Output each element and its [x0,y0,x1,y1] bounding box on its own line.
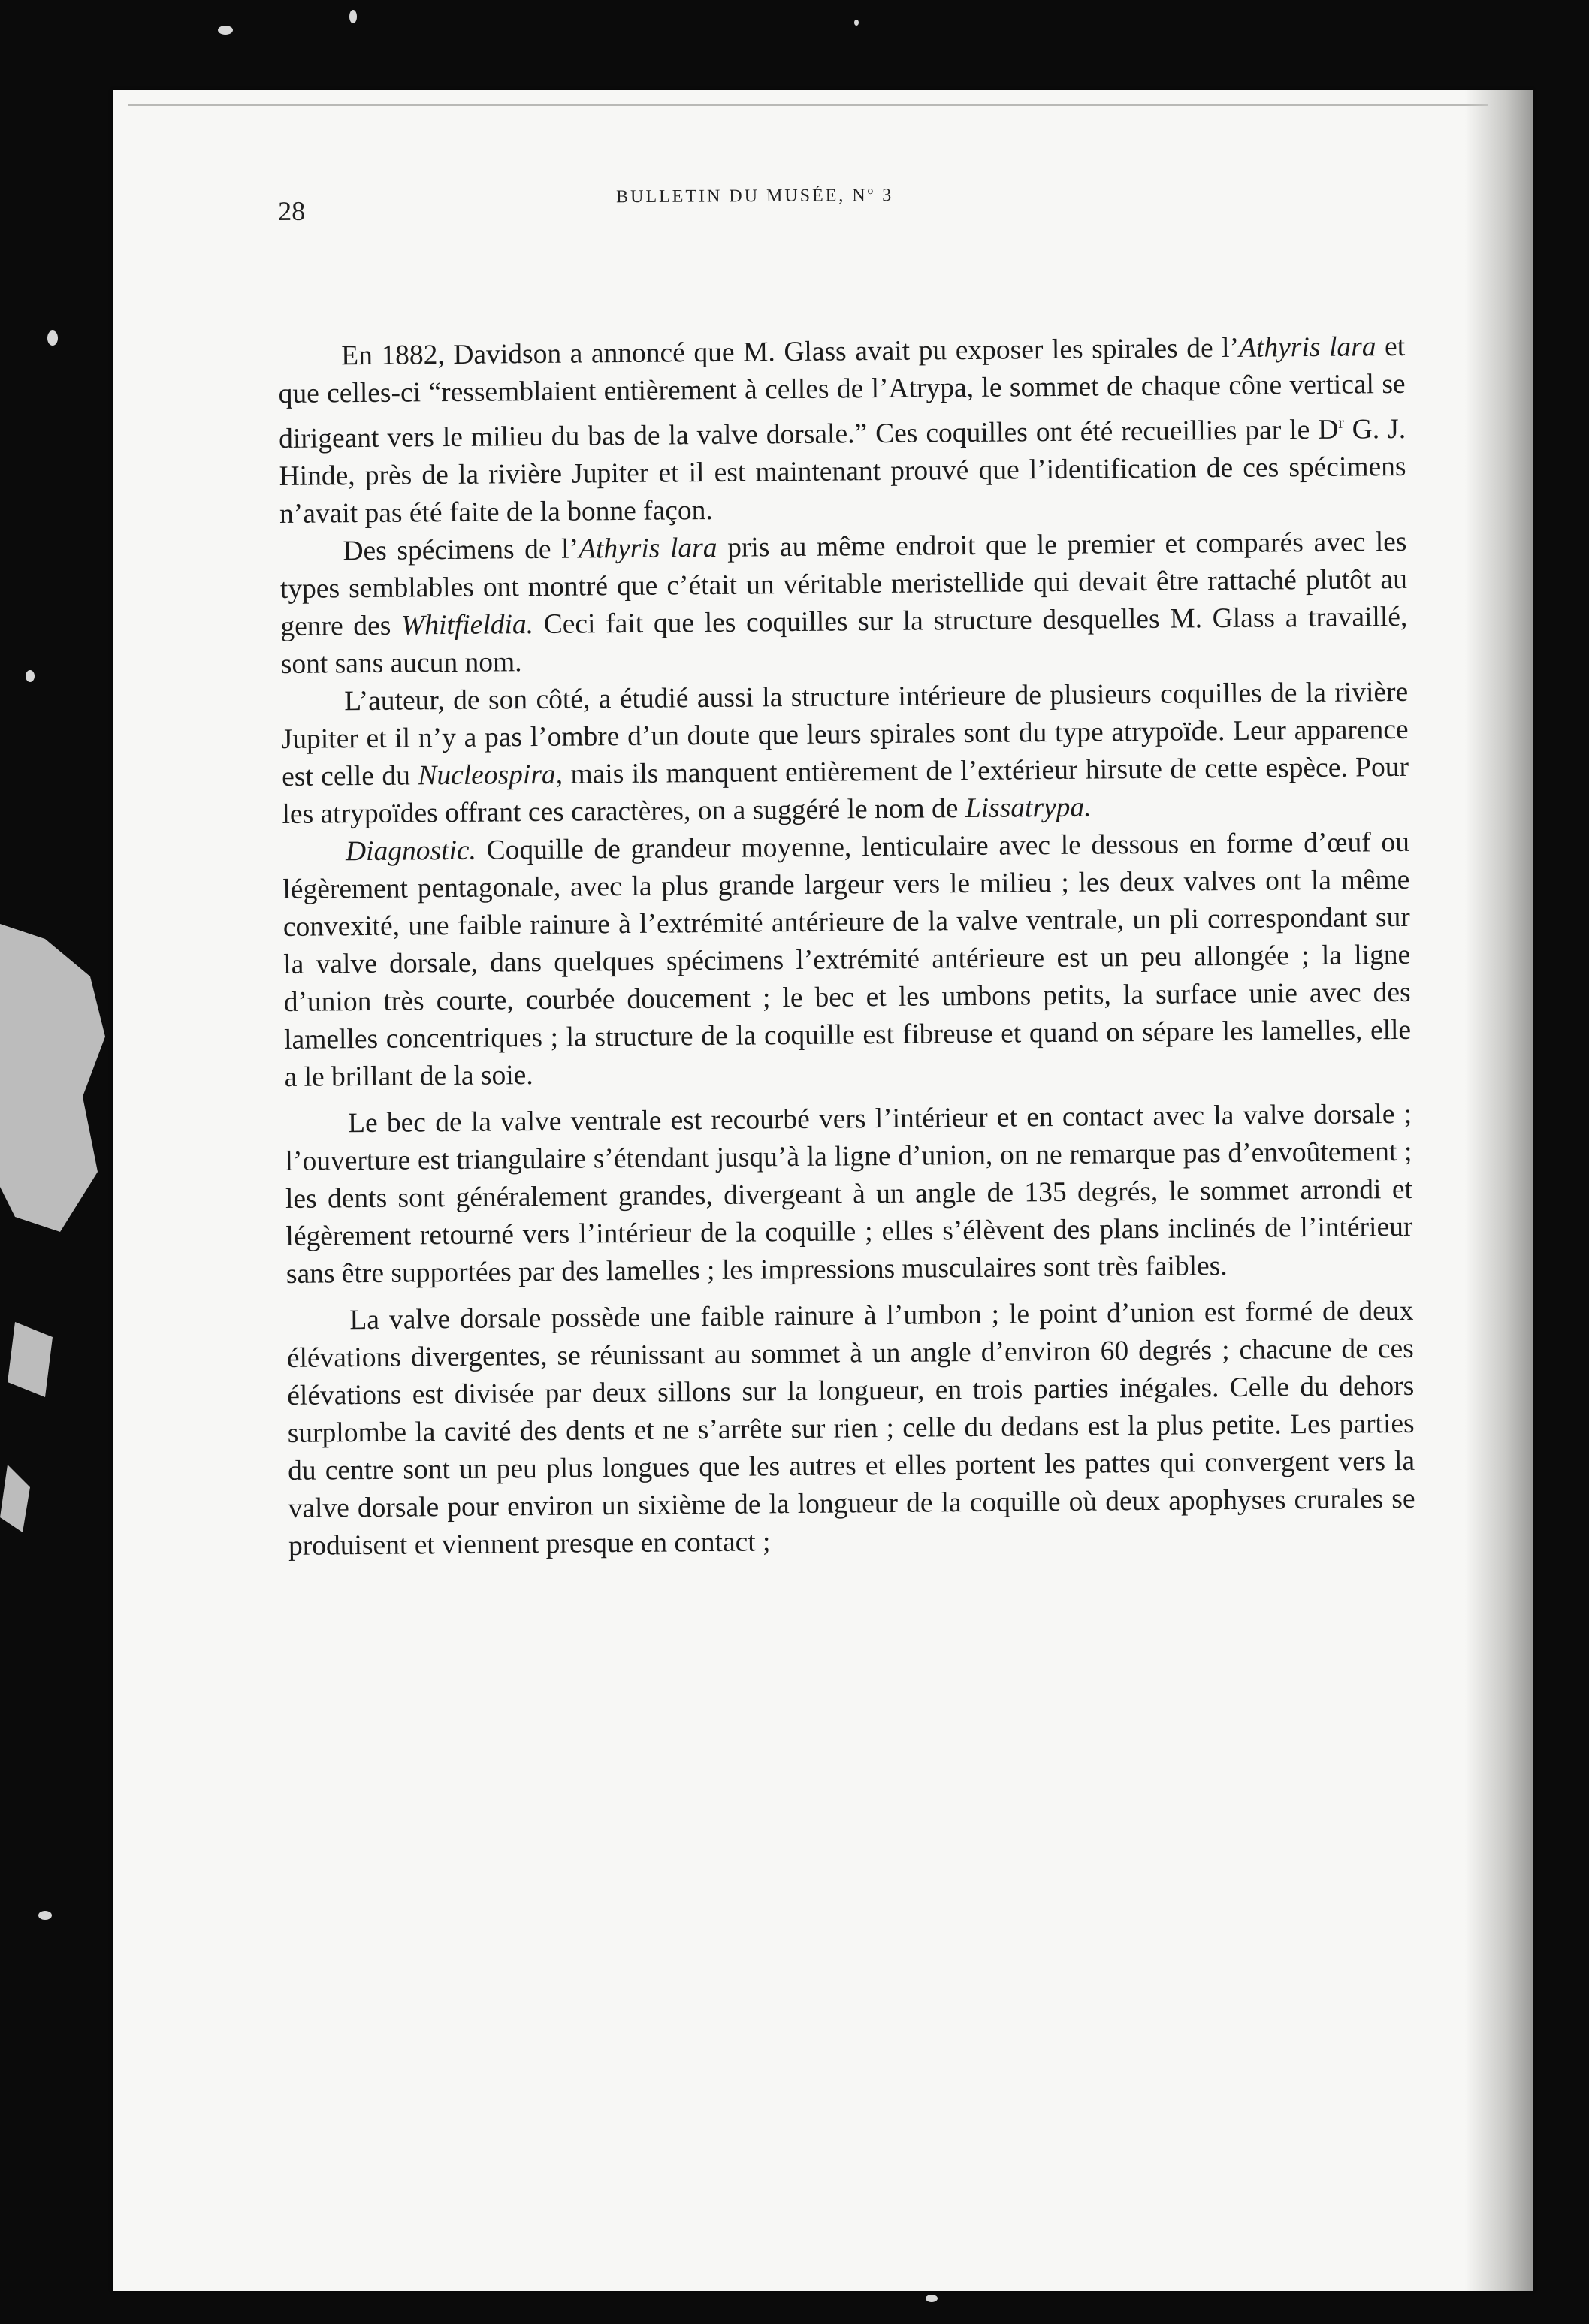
text-run: Des spécimens de l’ [343,533,579,567]
paragraph [278,328,1406,533]
superscript-text: r [1338,412,1344,432]
body-text [278,328,1415,1565]
text-run: Le bec de la valve ventrale est recourbé vers l’intérieur et en contact avec la valve dorsale ; l’ouverture est triangulaire s’étendant jusqu’à la ligne d’union, on ne remarque pas d’envoûtement ; les dents sont généralement grandes, divergeant à un angle de 135 degrés, le sommet arrondi et légèrement retourné vers l’intérieur de la coquille ; elles s’élèvent des plans inclinés de l’intérieur sans être supportées par des lamelles ; les impressions musculaires sont très faibles. [285,1098,1413,1290]
page-number: 28 [278,195,306,226]
page-top-edge [128,104,1488,106]
text-run: G. J. Hinde, près de la rivière Jupiter et il est maintenant prouvé que l’identification de ces spécimens n’avait pas été faite de la bonne façon. [279,413,1406,530]
paragraph [285,1096,1413,1293]
text-run: En 1882, Davidson a annoncé que M. Glass avait pu exposer les spirales de l’ [341,332,1240,372]
paragraph [279,524,1408,684]
text-run: pris au même endroit que le premier et comparés avec les types semblables ont montré que c’était un véritable meristellide qui devait être rattaché plutôt au genre des [279,526,1408,642]
running-head: BULLETIN DU MUSÉE, Nº 3 [616,185,894,207]
page-header [278,181,1405,233]
paragraph [281,674,1409,834]
paragraph [286,1293,1415,1565]
italic-text: Nucleospira, [418,759,563,792]
text-run: et que celles-ci “ressemblaient entièrement à celles de l’Atrypa, le sommet de chaque cône vertical se dirigeant vers le milieu du bas de la valve dorsale.” Ces coquilles ont été recueillies par le D [278,330,1406,454]
text-run: mais ils manquent entièrement de l’extérieur hirsute de cette espèce. Pour les atrypoïdes offrant ces caractères, on a suggéré le nom de [282,751,1409,830]
italic-text: Athyris lara [578,532,717,565]
italic-text: Athyris lara [1238,331,1376,364]
italic-text: Lissatrypa. [965,792,1092,825]
italic-text: Diagnostic. [345,835,477,868]
text-run: L’auteur, de son côté, a étudié aussi la structure intérieure de plusieurs coquilles de la rivière Jupiter et il n’y a pas l’ombre d’un doute que leurs spirales sont du type atrypoïde. Leur apparence est celle du [281,676,1409,792]
text-run: La valve dorsale possède une faible rainure à l’umbon ; le point d’union est formé de deux élévations divergentes, se réunissant au sommet à un angle d’environ 60 degrés ; chacune de ces élévations est divisée par deux sillons sur la longueur, en trois parties inégales. Celle du dehors surplombe la cavité des dents et ne s’arrête sur rien ; celle du dedans est la plus petite. Les parties du centre sont un peu plus longues que les autres et elles portent les pattes qui convergent vers la valve dorsale pour environ un sixième de la longueur de la coquille où deux apophyses crurales se produisent et viennent presque en contact ; [286,1295,1415,1562]
text-run: Coquille de grandeur moyenne, lenticulaire avec le dessous en forme d’œuf ou légèrement pentagonale, avec la plus grande largeur vers le milieu ; les deux valves ont la même convexité, une faible rainure à l’extrémité antérieure de la valve ventrale, un pli correspondant sur la valve dorsale, dans quelques spécimens l’extrémité antérieure est un peu allongée ; la ligne d’union très courte, courbée doucement ; le bec et les umbons petits, la surface unie avec des lamelles concentriques ; la structure de la coquille est fibreuse et quand on sépare les lamelles, elle a le brillant de la soie. [282,826,1412,1093]
paragraph [282,824,1412,1097]
text-run: Ceci fait que les coquilles sur la structure desquelles M. Glass a travaillé, sont sans aucun nom. [280,601,1408,680]
italic-text: Whitfieldia. [400,609,534,641]
